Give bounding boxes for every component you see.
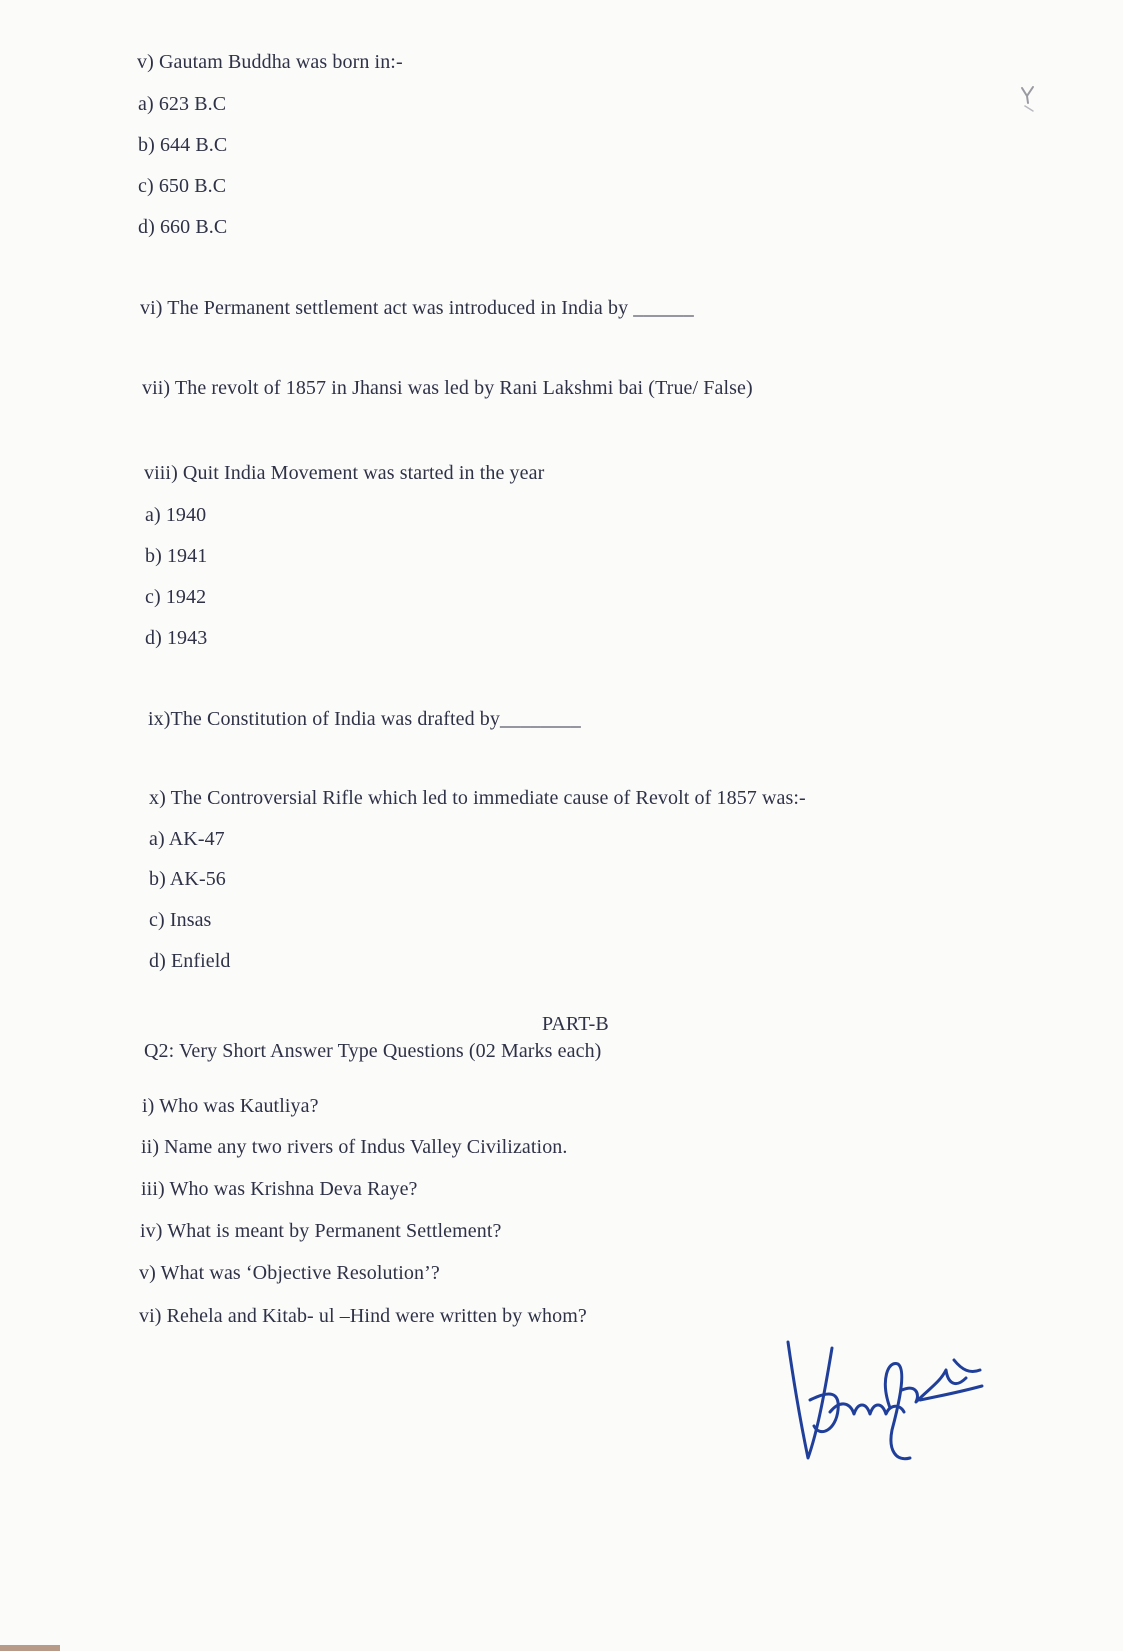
option-viii-b: b) 1941 xyxy=(145,545,208,567)
q2-item-vi: vi) Rehela and Kitab- ul –Hind were written by whom? xyxy=(139,1305,587,1327)
question-vi: vi) The Permanent settlement act was introduced in India by ______ xyxy=(140,297,694,319)
option-v-b: b) 644 B.C xyxy=(138,134,228,156)
option-v-a: a) 623 B.C xyxy=(138,93,227,115)
question-vii: vii) The revolt of 1857 in Jhansi was led by Rani Lakshmi bai (True/ False) xyxy=(142,377,753,399)
option-v-c: c) 650 B.C xyxy=(138,175,227,197)
option-x-b: b) AK-56 xyxy=(149,868,226,890)
option-x-a: a) AK-47 xyxy=(149,828,225,850)
question-ix: ix)The Constitution of India was drafted by________ xyxy=(148,708,581,730)
question-v: v) Gautam Buddha was born in:- xyxy=(137,51,403,73)
q2-item-iii: iii) Who was Krishna Deva Raye? xyxy=(141,1178,418,1200)
page-edge-mark xyxy=(0,1645,60,1651)
option-v-d: d) 660 B.C xyxy=(138,216,228,238)
check-mark-icon xyxy=(1019,84,1037,114)
q2-item-v: v) What was ‘Objective Resolution’? xyxy=(139,1262,440,1284)
part-b-heading: PART-B xyxy=(542,1013,609,1035)
option-x-d: d) Enfield xyxy=(149,950,231,972)
option-viii-a: a) 1940 xyxy=(145,504,207,526)
q2-title: Q2: Very Short Answer Type Questions (02 Marks each) xyxy=(144,1040,602,1062)
option-viii-c: c) 1942 xyxy=(145,586,207,608)
question-x: x) The Controversial Rifle which led to immediate cause of Revolt of 1857 was:- xyxy=(149,787,806,809)
option-viii-d: d) 1943 xyxy=(145,627,208,649)
q2-item-iv: iv) What is meant by Permanent Settlement? xyxy=(140,1220,502,1242)
q2-item-ii: ii) Name any two rivers of Indus Valley Civilization. xyxy=(141,1136,568,1158)
q2-item-i: i) Who was Kautliya? xyxy=(142,1095,319,1117)
option-x-c: c) Insas xyxy=(149,909,212,931)
question-viii: viii) Quit India Movement was started in the year xyxy=(144,462,545,484)
handwritten-signature-icon xyxy=(770,1330,1000,1470)
